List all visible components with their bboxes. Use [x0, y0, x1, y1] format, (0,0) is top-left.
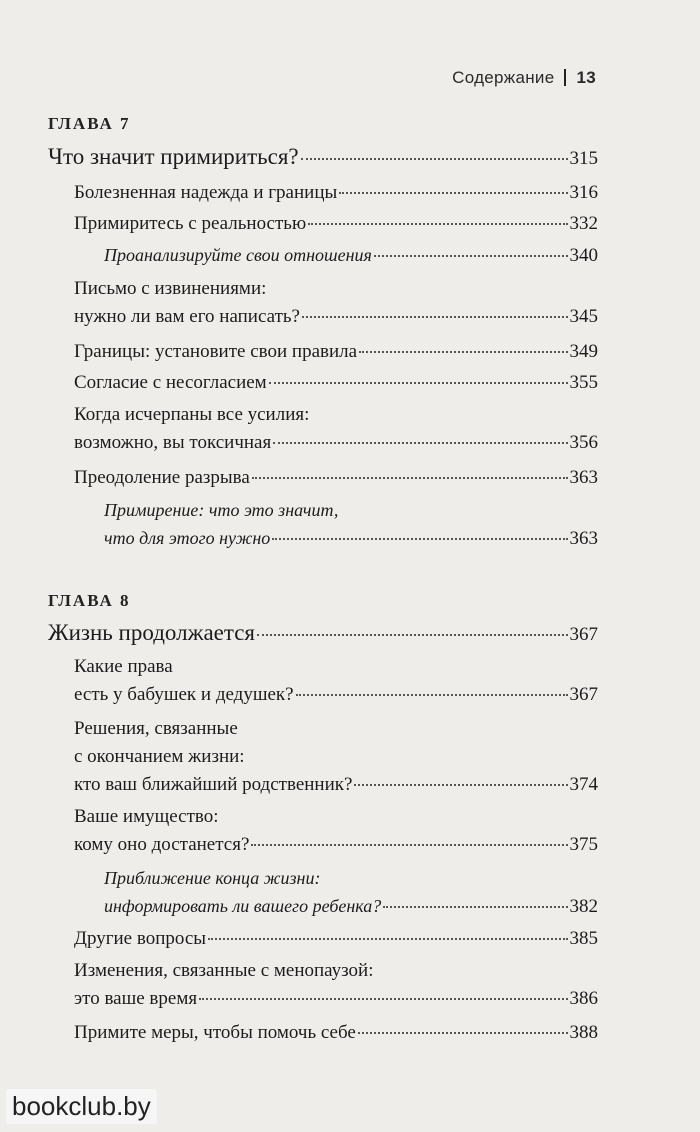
toc-entry-text: это ваше время — [74, 988, 198, 1009]
toc-entry-text: Изменения, связанные с менопаузой: — [74, 960, 374, 981]
dot-leader — [308, 222, 567, 225]
chapter-title-entry[interactable] — [48, 144, 598, 170]
page-number: 375 — [569, 834, 598, 855]
toc-entry-text: кто ваш ближайший родственник? — [74, 774, 353, 795]
running-header-page-number: 13 — [576, 68, 596, 87]
toc-entry-text: нужно ли вам его написать? — [74, 306, 300, 327]
dot-leader — [273, 441, 567, 444]
dot-leader — [354, 783, 567, 786]
dot-leader — [301, 157, 568, 160]
dot-leader — [199, 997, 567, 1000]
toc-entry-text: Примирение: что это значит, — [104, 500, 339, 520]
toc-entry[interactable] — [48, 1022, 598, 1044]
page-number: 363 — [569, 467, 598, 488]
site-watermark: bookclub.by — [6, 1089, 157, 1124]
page-number: 355 — [569, 372, 598, 393]
dot-leader — [358, 1031, 568, 1034]
dot-leader — [257, 633, 568, 636]
toc-entry-text: возможно, вы токсичная — [74, 432, 272, 453]
chapter-label: ГЛАВА 8 — [48, 591, 131, 610]
chapter-title: Что значит примириться? — [48, 144, 299, 169]
toc-entry[interactable] — [48, 278, 598, 328]
dot-leader — [208, 937, 567, 940]
dot-leader — [296, 693, 568, 696]
page-number: 345 — [569, 306, 598, 327]
page-number: 374 — [569, 774, 598, 795]
dot-leader — [272, 537, 567, 540]
page-number: 315 — [569, 148, 598, 169]
toc-entry-text: что для этого нужно — [104, 528, 271, 548]
toc-entry-text: Решения, связанные — [74, 718, 238, 739]
toc-entry-text: информировать ли вашего ребенка? — [104, 896, 382, 916]
toc-entry[interactable] — [48, 960, 598, 1010]
toc-entry-text: Другие вопросы — [74, 928, 207, 949]
page-number: 332 — [569, 213, 598, 234]
running-header-section: Содержание — [452, 68, 555, 87]
page-number: 367 — [569, 624, 598, 645]
toc-entry[interactable] — [48, 182, 598, 204]
page-number: 386 — [569, 988, 598, 1009]
toc-entry[interactable] — [48, 806, 598, 856]
toc-subentry[interactable] — [48, 868, 598, 918]
header-separator — [564, 69, 566, 86]
page-number: 382 — [569, 896, 598, 917]
toc-entry[interactable] — [48, 213, 598, 235]
dot-leader — [374, 254, 568, 257]
toc-entry-text: Преодоление разрыва — [74, 467, 250, 488]
page-number: 363 — [569, 528, 598, 549]
toc-subentry[interactable] — [48, 500, 598, 550]
toc-entry-text: Границы: установите свои правила — [74, 341, 358, 362]
toc-entry[interactable] — [48, 656, 598, 706]
dot-leader — [302, 315, 568, 318]
toc-entry-text: Примиритесь с реальностью — [74, 213, 307, 234]
toc-entry[interactable] — [48, 718, 598, 796]
dot-leader — [252, 476, 568, 479]
page-number: 388 — [569, 1022, 598, 1043]
chapter-title: Жизнь продолжается — [48, 620, 255, 645]
toc-entry-text: Когда исчерпаны все усилия: — [74, 404, 310, 425]
dot-leader — [251, 843, 567, 846]
running-header — [452, 68, 596, 88]
page-number: 316 — [569, 182, 598, 203]
toc-entry-text: с окончанием жизни: — [74, 746, 245, 767]
page-number: 349 — [569, 341, 598, 362]
toc-entry[interactable] — [48, 928, 598, 950]
dot-leader — [269, 381, 568, 384]
page-number: 367 — [569, 684, 598, 705]
toc-entry-text: Приближение конца жизни: — [104, 868, 321, 888]
toc-entry-text: Согласие с несогласием — [74, 372, 267, 393]
toc-entry[interactable] — [48, 341, 598, 363]
dot-leader — [383, 905, 567, 908]
dot-leader — [339, 191, 567, 194]
toc-entry-text: кому оно достанется? — [74, 834, 250, 855]
toc-entry-text: Примите меры, чтобы помочь себе — [74, 1022, 356, 1043]
dot-leader — [359, 350, 567, 353]
toc-entry-text: Письмо с извинениями: — [74, 278, 267, 299]
page-number: 385 — [569, 928, 598, 949]
toc-entry-text: Проанализируйте свои отношения — [104, 245, 372, 265]
chapter-label: ГЛАВА 7 — [48, 114, 131, 133]
toc-entry-text: Какие права — [74, 656, 173, 677]
toc-entry-text: Болезненная надежда и границы — [74, 182, 338, 203]
chapter-title-entry[interactable] — [48, 620, 598, 646]
page-number: 340 — [569, 245, 598, 266]
toc-entry[interactable] — [48, 404, 598, 454]
toc-entry[interactable] — [48, 372, 598, 394]
toc-entry[interactable] — [48, 467, 598, 489]
toc-subentry[interactable] — [48, 245, 598, 267]
toc-entry-text: есть у бабушек и дедушек? — [74, 684, 294, 705]
toc-entry-text: Ваше имущество: — [74, 806, 219, 827]
page-number: 356 — [569, 432, 598, 453]
